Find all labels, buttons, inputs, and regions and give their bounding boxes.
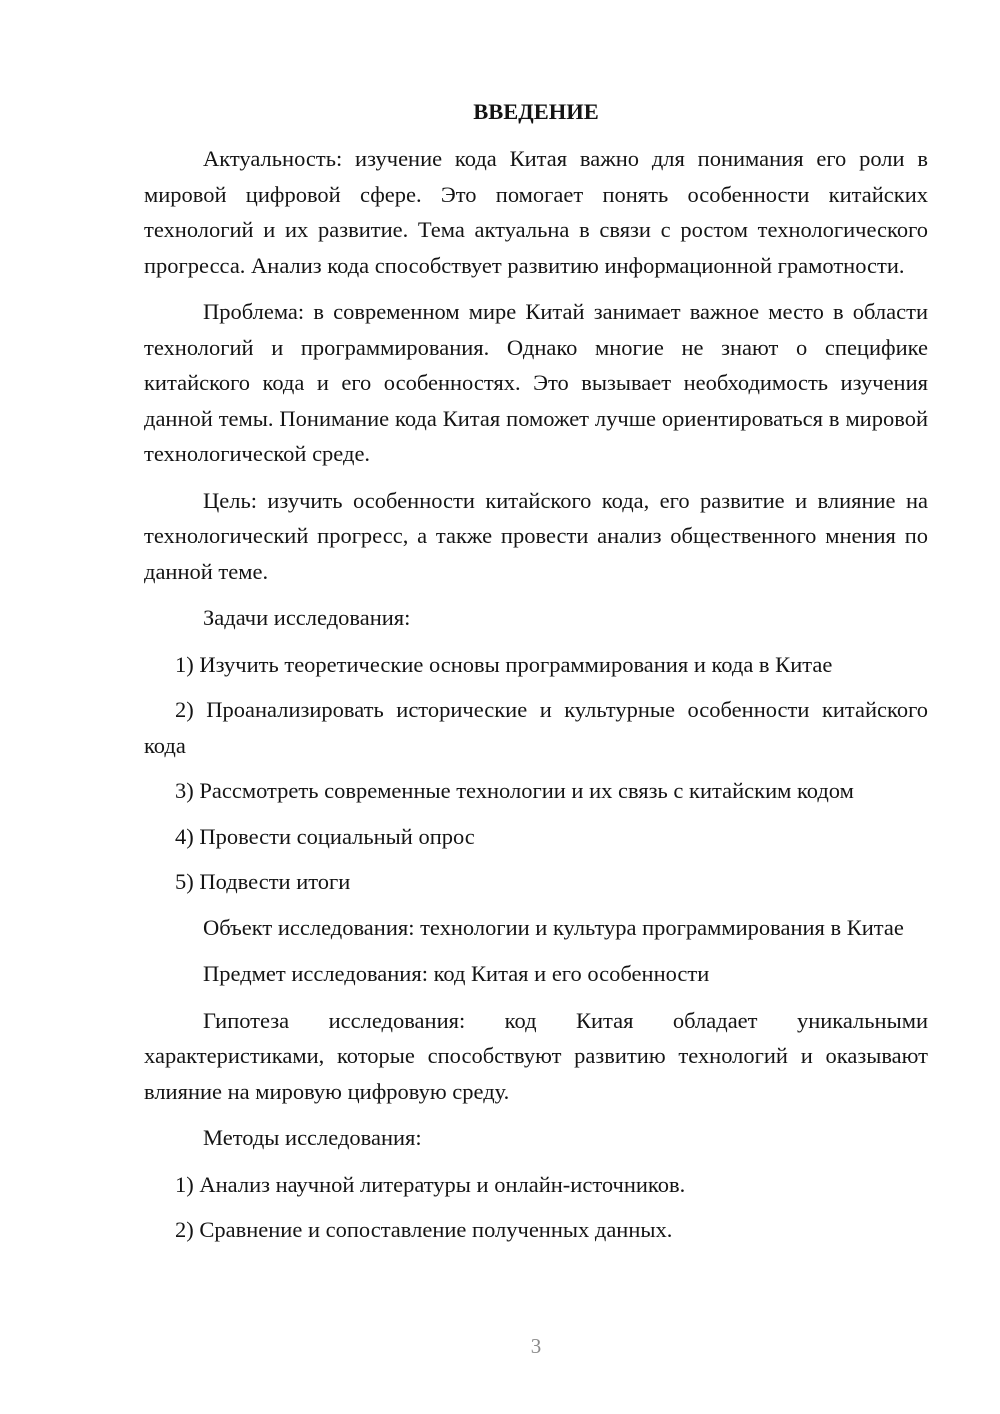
method-item-2: 2) Сравнение и сопоставление полученных данных. [175,1217,673,1242]
section-heading: ВВЕДЕНИЕ [473,99,599,124]
object-paragraph: Объект исследования: технологии и культура программирования в Китае [203,914,904,940]
goal-paragraph: Цель: изучить особенности китайского кода, его развитие и влияние на технологический прогресс, а также провести анализ общественного мнения по данной теме. [144,487,928,584]
hypothesis-paragraph: Гипотеза исследования: код Китая обладает уникальными характеристиками, которые способствуют развитию технологий и оказывают влияние на мировую цифровую среду. [144,1007,928,1104]
subject-paragraph: Предмет исследования: код Китая и его особенности [203,961,710,986]
task-item-2: 2) Проанализировать исторические и культурные особенности китайского кода [144,697,928,758]
task-item-4: 4) Провести социальный опрос [175,823,475,849]
task-item-3: 3) Рассмотреть современные технологии и их связь с китайским кодом [175,778,854,803]
page-number: 3 [530,1334,542,1358]
methods-title: Методы исследования: [203,1125,422,1150]
task-item-1: 1) Изучить теоретические основы программирования и кода в Китае [175,651,833,677]
page-content [144,94,928,1258]
task-item-5: 5) Подвести итоги [175,869,351,894]
tasks-title: Задачи исследования: [203,605,411,630]
relevance-paragraph: Актуальность: изучение кода Китая важно для понимания его роли в мировой цифровой сфере. Это помогает понять особенности китайских технологий и их развитие. Тема актуальна в связи с ростом технологического прогресса. Анализ кода способствует развитию информационной грамотности. [144,146,928,278]
method-item-1: 1) Анализ научной литературы и онлайн-источников. [175,1171,686,1197]
problem-paragraph: Проблема: в современном мире Китай занимает важное место в области технологий и программирования. Однако многие не знают о специфике китайского кода и его особенностях. Это вызывает необходимость изучения данной темы. Понимание кода Китая поможет лучше ориентироваться в мировой технологической среде. [144,299,928,466]
